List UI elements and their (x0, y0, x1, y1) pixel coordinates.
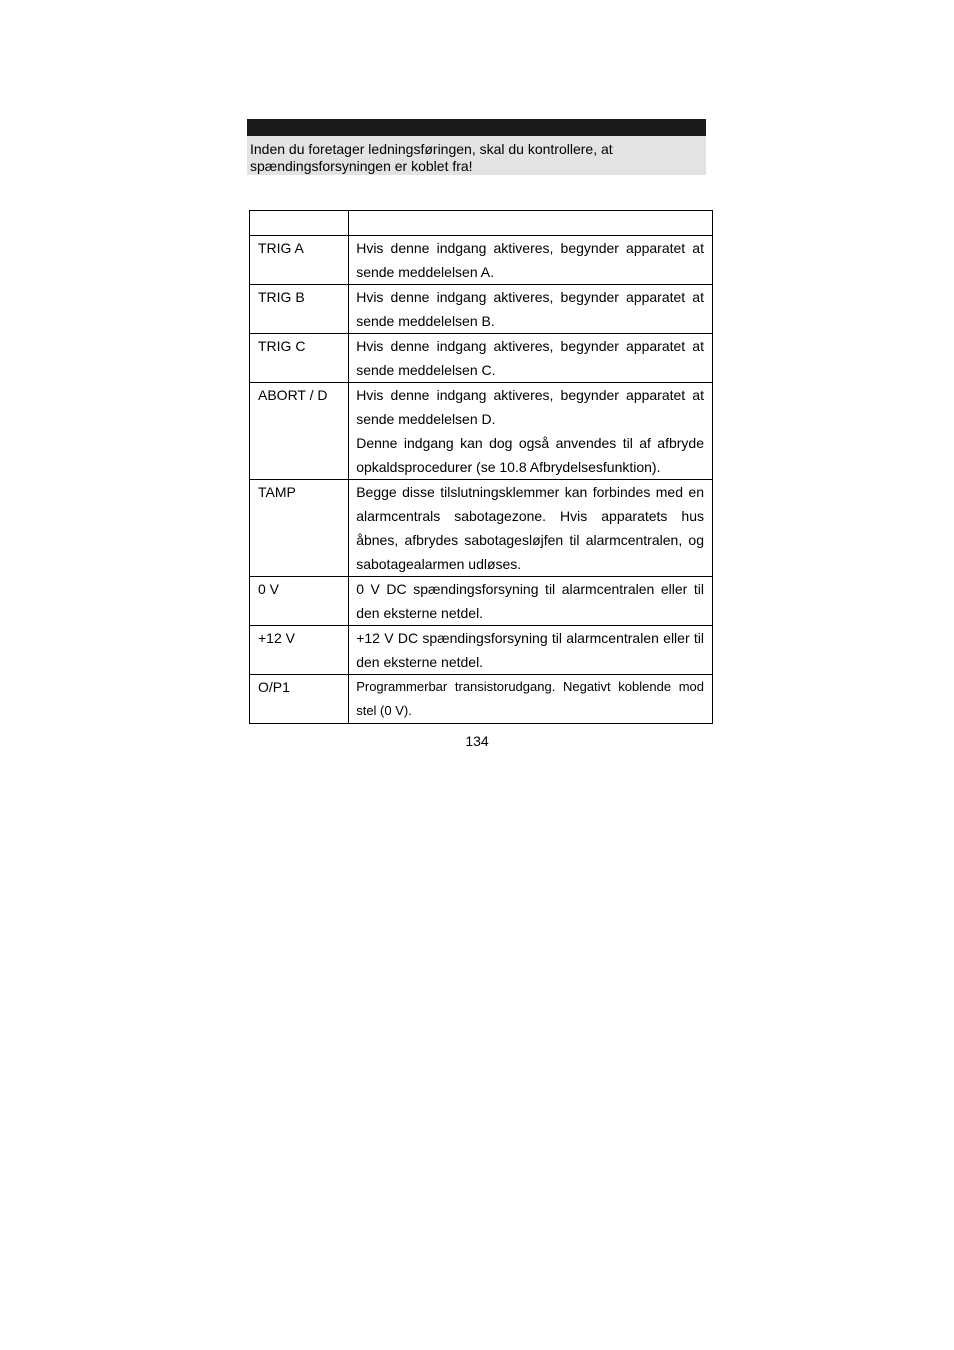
table-row (250, 285, 713, 334)
description-paragraph: Hvis denne indgang aktiveres, begynder apparatet at sende meddelelsen C. (356, 338, 704, 378)
terminal-description (349, 236, 713, 285)
terminal-description (349, 675, 713, 724)
terminal-name: 0 V (250, 577, 349, 626)
warning-notice (247, 136, 706, 175)
header-terminal (250, 211, 349, 236)
description-paragraph: Hvis denne indgang aktiveres, begynder apparatet at sende meddelelsen D. (356, 387, 704, 427)
terminal-description (349, 285, 713, 334)
page-number: 134 (465, 733, 489, 749)
description-paragraph: Programmerbar transistorudgang. Negativt koblende mod stel (0 V). (356, 679, 704, 718)
terminal-table (249, 210, 713, 724)
table-row (250, 236, 713, 285)
terminal-name: ABORT / D (250, 383, 349, 480)
terminal-name: +12 V (250, 626, 349, 675)
terminal-description (349, 626, 713, 675)
description-paragraph: Hvis denne indgang aktiveres, begynder apparatet at sende meddelelsen A. (356, 240, 704, 280)
description-paragraph: 0 V DC spændingsforsyning til alarmcentralen eller til den eksterne netdel. (356, 581, 704, 621)
description-paragraph: +12 V DC spændingsforsyning til alarmcentralen eller til den eksterne netdel. (356, 630, 704, 670)
terminal-name: O/P1 (250, 675, 349, 724)
description-paragraph: Begge disse tilslutningsklemmer kan forbindes med en alarmcentrals sabotagezone. Hvis apparatets hus åbnes, afbrydes sabotagesløjfen til alarmcentralen, og sabotagealarmen udløses. (356, 484, 704, 572)
terminal-name: TRIG A (250, 236, 349, 285)
terminal-description (349, 480, 713, 577)
table-row (250, 577, 713, 626)
table-header-row (250, 211, 713, 236)
table-row (250, 480, 713, 577)
table-row (250, 334, 713, 383)
section-header-bar (247, 119, 706, 136)
description-paragraph: Hvis denne indgang aktiveres, begynder apparatet at sende meddelelsen B. (356, 289, 704, 329)
terminal-description (349, 334, 713, 383)
description-paragraph: Denne indgang kan dog også anvendes til af afbryde opkaldsprocedurer (se 10.8 Afbrydelsesfunktion). (356, 435, 704, 475)
header-description (349, 211, 713, 236)
terminal-description (349, 383, 713, 480)
terminal-description (349, 577, 713, 626)
table-row (250, 383, 713, 480)
terminal-name: TAMP (250, 480, 349, 577)
table-row (250, 675, 713, 724)
warning-text: Inden du foretager ledningsføringen, skal du kontrollere, at spændingsforsyningen er koblet fra! (250, 141, 613, 174)
terminal-name: TRIG B (250, 285, 349, 334)
table-row (250, 626, 713, 675)
terminal-name: TRIG C (250, 334, 349, 383)
